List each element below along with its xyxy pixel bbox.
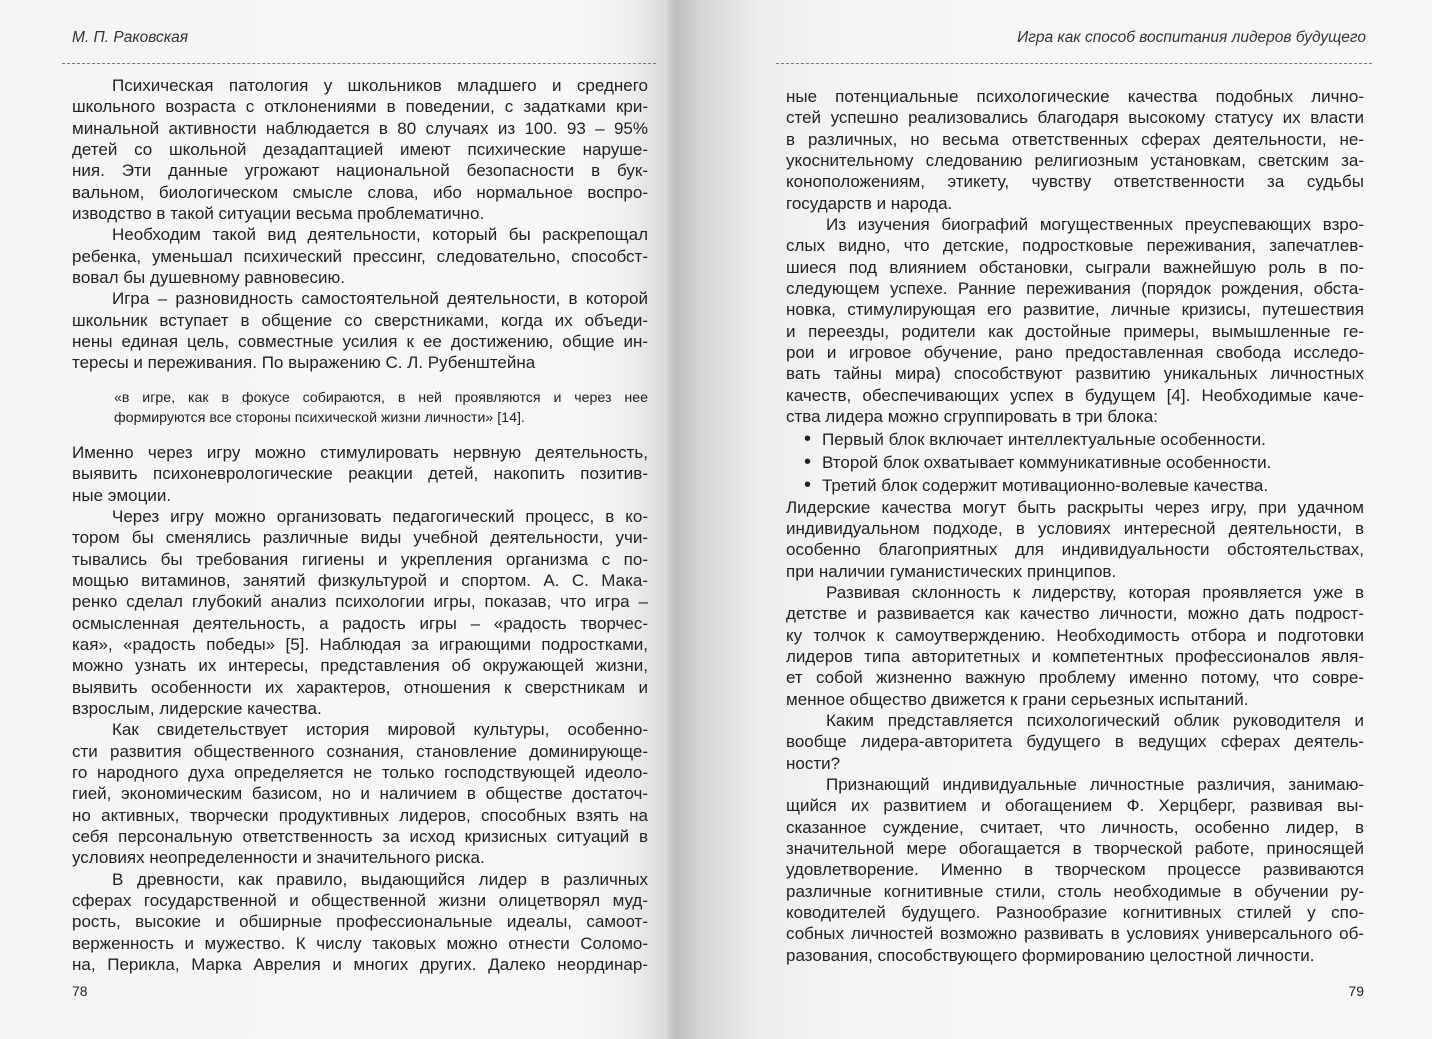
paragraph [72,506,648,719]
text-line: сти развития общественного сознания, становление доминирующе- [72,741,648,761]
text-line: Необходим такой вид деятельности, который бы раскрепощал [112,225,648,245]
paragraph [786,774,1364,966]
paragraph [72,288,648,373]
text-line: стей успешно реализовались благодаря высокому статусу их власти [786,108,1364,128]
text-line: нены единая цель, совместные усилия к ее достижению, общие ин- [72,332,648,352]
bullet-list [786,428,1364,497]
text-line: го народного духа определяется не только господствующей идеоло- [72,762,648,782]
text-line: взрослым, лидерские качества. [72,698,322,718]
text-line: выявить особенности их характеров, отношения к сверстникам и [72,677,648,697]
text-line: ет собой жизненно важную проблему именно потому, что совре- [786,668,1364,688]
text-line: ренко сделал глубокий анализ психологии игры, показав, что игра – [72,592,648,612]
text-line: ния. Эти данные угрожают национальной безопасности в бук- [72,161,648,181]
text-line: сферах государственной и общественной жизни олицетворял муд- [72,891,648,911]
paragraph [72,224,648,288]
text-line: особенно благоприятных для индивидуальности обстоятельствах, [786,540,1364,560]
text-line: В древности, как правило, выдающийся лидер в различных [112,869,648,889]
paragraph [786,86,1364,214]
page-body [786,86,1364,966]
text-line: верженность и мужество. К числу таковых можно отнести Соломо- [72,933,648,953]
text-line: и переезды, родители как достойные примеры, вымышленные ге- [786,321,1364,341]
text-line: менное общество движется к грани серьезных испытаний. [786,689,1249,709]
text-line: осмысленная деятельность, а радость игры – «радость творчес- [72,613,648,633]
text-line: формируются все стороны психической жизни личности» [14]. [114,409,525,426]
text-line: детей со школьной дезадаптацией имеют психические наруше- [72,140,648,160]
text-line: Игра – разновидность самостоятельной деятельности, в которой [112,289,648,309]
text-line: Признающий индивидуальные личностные различия, занимаю- [826,774,1364,794]
text-line: щийся их развитием и обогащением Ф. Херцберг, развивая вы- [786,796,1364,816]
running-header-title: Игра как способ воспитания лидеров будущего [1017,29,1366,46]
text-line: ководителей будущего. Разнообразие когнитивных стилей у спо- [786,903,1364,923]
header-rule [62,63,656,64]
text-line: но активных, творчески продуктивных лидеров, способных взять на [72,805,648,825]
text-line: вать тайны мира) способствуют развитию уникальных личностных [786,364,1364,384]
text-line: ные потенциальные психологические качества подобных лично- [786,87,1364,106]
bullet-item: • Второй блок охватывает коммуникативные особенности. [786,451,1364,474]
paragraph [72,869,648,976]
block-quote [72,388,648,428]
text-line: новка, стимулирующая его развитие, личные кризисы, путешествия [786,300,1364,320]
header-rule [776,63,1372,64]
text-line: ности? [786,753,841,773]
text-line: себя персональную ответственность за исход кризисных ситуаций в [72,827,648,846]
text-line: сказанное суждение, считает, что личность, особенно лидер, в [786,817,1364,837]
text-line: значительной мере обогащается в творческой работе, приносящей [786,839,1364,858]
text-line: ребенка, уменьшал психический прессинг, следовательно, способст- [72,246,648,266]
bullet-item: • Третий блок содержит мотивационно-волевые качества. [786,474,1364,497]
right-page [716,0,1432,1039]
text-line: на, Перикла, Марка Аврелия и многих других. Далеко неординар- [72,955,648,975]
text-line: рость, высокие и обширные профессиональные идеалы, самоот- [72,912,648,932]
text-line: школьник вступает в общение со сверстниками, когда их объеди- [72,310,648,330]
text-line: Развивая склонность к лидерству, которая проявляется уже в [826,582,1364,602]
text-line: индивидуальном подходе, в условиях интересной деятельности, в [786,518,1364,538]
text-line: тором бы сменялись различные виды учебной деятельности, учи- [72,528,648,548]
text-line: ку толчок к самоутверждению. Необходимость отбора и подготовки [786,625,1364,645]
text-line: государств и народа. [786,193,953,213]
text-line: Как свидетельствует история мировой культуры, особенно- [112,720,648,740]
text-line: тывались бы требования гигиены и укрепления организма с по- [72,549,648,569]
paragraph [786,497,1364,582]
text-line: кая», «радость победы» [5]. Наблюдая за играющими подростками, [72,634,648,654]
text-line: Психическая патология у школьников младшего и среднего [112,76,648,95]
text-line: слых видно, что детские, подростковые переживания, запечатлев- [786,236,1364,256]
text-line: тересы и переживания. По выражению С. Л. Рубенштейна [72,353,536,373]
text-line: гией, экономическим базисом, но и наличием в обществе достаточ- [72,784,648,804]
text-line: изводство в такой ситуации весьма проблематично. [72,204,485,224]
text-line: качеств, обеспечивающих успех в будущем [4]. Необходимые каче- [786,385,1364,405]
text-line: выявить психоневрологические реакции детей, накопить позитив- [72,464,648,484]
text-line: следующем успехе. Ранние переживания (порядок рождения, обста- [786,279,1364,299]
text-line: собных личностей возможно развивать в условиях универсального об- [786,924,1364,944]
text-line: детстве и развивается как качество личности, можно дать подрост- [786,604,1364,624]
text-line: различные когнитивные стили, столь необходимые в обучении ру- [786,881,1364,901]
running-header-author: М. П. Раковская [72,29,188,46]
text-line: коноположениям, этикету, чувству ответственности за судьбы [786,172,1364,192]
text-line: в различных, но весьма ответственных сферах деятельности, не- [786,129,1364,149]
text-line: школьного возраста с отклонениями в поведении, с задатками кри- [72,97,648,117]
paragraph [786,710,1364,774]
paragraph [72,719,648,868]
text-line: вальном, биологическом смысле слова, ибо нормальное воспро- [72,182,648,202]
text-line: ные эмоции. [72,485,172,505]
text-line: укоснительному следованию религиозным установкам, светским за- [786,151,1364,171]
text-line: разования, способствующего формированию целостной личности. [786,945,1315,965]
paragraph [72,75,648,224]
text-line: рои и игровое обучение, рано предоставленная свобода исследо- [786,343,1364,363]
text-line: шиеся под влиянием обстановки, сыграли важнейшую роль в по- [786,257,1364,277]
page-number: 78 [72,983,88,999]
text-line: вообще лидера-авторитета будущего в ведущих сферах деятель- [786,732,1364,752]
page-number: 79 [1348,983,1364,999]
text-line: Лидерские качества могут быть раскрыты через игру, при удачном [786,497,1364,517]
text-line: условиях неопределенности и значительного риска. [72,848,485,868]
text-line: Именно через игру можно стимулировать нервную деятельность, [72,442,648,462]
text-line: вовал бы душевному равновесию. [72,268,345,288]
text-line: минальной активности наблюдается в 80 случаях из 100. 93 – 95% [72,118,648,138]
text-line: удовлетворение. Именно в творческом процессе развиваются [786,860,1364,880]
text-line: можно узнать их интересы, представления об окружающей жизни, [72,656,648,676]
text-line: Из изучения биографий могущественных преуспевающих взро- [826,215,1364,235]
text-line: «в игре, как в фокусе собираются, в ней проявляются и через нее [114,389,648,406]
text-line: Через игру можно организовать педагогический процесс, в ко- [112,506,648,526]
bullet-item: • Первый блок включает интеллектуальные особенности. [786,428,1364,451]
paragraph [72,442,648,506]
text-line: Каким представляется психологический облик руководителя и [826,710,1364,730]
paragraph [786,582,1364,710]
text-line: мощью витаминов, занятий физкультурой и спортом. А. С. Мака- [72,570,648,590]
page-body [72,75,648,975]
text-line: при наличии гуманистических принципов. [786,561,1117,581]
text-line: лидеров типа авторитетных и компетентных профессионалов явля- [786,646,1364,666]
text-line: ства лидера можно сгруппировать в три блока: [786,407,1158,427]
paragraph [786,214,1364,427]
